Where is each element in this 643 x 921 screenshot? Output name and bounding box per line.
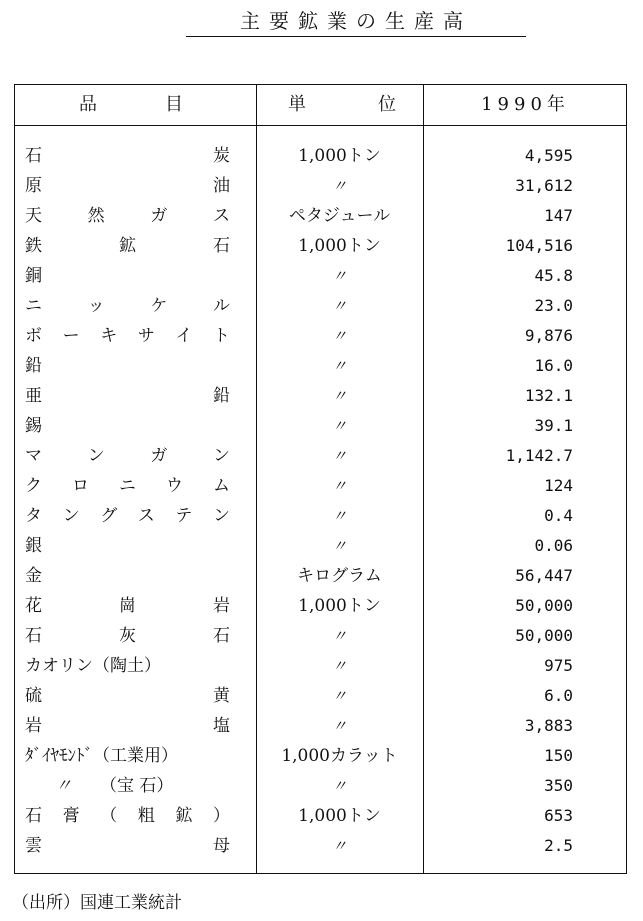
item-name-part: ム [213, 476, 230, 496]
page-title: 主要鉱業の生産高 [186, 6, 526, 37]
value-cell: 31,612 [515, 176, 573, 195]
value-cell: 1,142.7 [505, 446, 573, 465]
item-name-part: 花 [25, 596, 42, 616]
table-row [15, 411, 625, 441]
item-name [25, 171, 230, 201]
item-name-part: ン [62, 506, 80, 526]
header-item-char: 目 [165, 94, 183, 115]
unit-cell: 〃 [331, 837, 347, 855]
unit-cell: ペタジュール [288, 206, 391, 226]
item-name-part: 石 [25, 626, 42, 646]
item-name-part: ル [212, 296, 230, 316]
item-name-part: ス [137, 506, 155, 526]
value-cell: 975 [544, 656, 573, 675]
unit-cell: 〃 [331, 627, 347, 645]
value-cell: 50,000 [515, 626, 573, 645]
unit-cell: 〃 [331, 507, 347, 525]
value-cell: 16.0 [534, 356, 573, 375]
item-name-part: マ [25, 446, 42, 466]
item-name-part: ク [25, 476, 42, 496]
item-name-part: ト [212, 326, 230, 346]
item-name [25, 351, 230, 381]
unit-cell: 〃 [331, 177, 347, 195]
item-name [25, 681, 230, 711]
unit-cell: 〃 [331, 297, 347, 315]
item-name [25, 411, 230, 441]
item-name-part: 鉛 [25, 356, 42, 376]
value-cell: 104,516 [505, 236, 573, 255]
item-name-part: 膏 [62, 806, 80, 826]
item-name [25, 381, 230, 411]
table-body [15, 141, 625, 861]
item-name [25, 141, 230, 171]
value-cell: 39.1 [534, 416, 573, 435]
unit-cell: 〃 [331, 447, 347, 465]
unit-cell: 1,000カラット [281, 746, 398, 766]
item-name-part: 黄 [213, 686, 230, 706]
item-name-part: 粗 [137, 806, 155, 826]
item-name-part: キ [100, 326, 118, 346]
item-name [25, 621, 230, 651]
item-name-part: ガ [150, 206, 168, 226]
value-cell: 653 [544, 806, 573, 825]
header-item [15, 85, 256, 125]
item-name-part: 鉄 [25, 236, 42, 256]
header-divider [15, 125, 626, 126]
table-row [15, 561, 625, 591]
table-row [15, 171, 625, 201]
header-unit-char: 単 [288, 94, 306, 115]
unit-cell: 〃 [331, 687, 347, 705]
table-row [15, 741, 625, 771]
item-name-part: （ [100, 806, 118, 826]
value-cell: 23.0 [534, 296, 573, 315]
item-name [25, 321, 230, 351]
item-name-part: 岩 [25, 716, 42, 736]
source-note: （出所）国連工業統計 [12, 893, 182, 913]
item-name [25, 771, 230, 801]
item-name-part: 石 [25, 806, 42, 826]
item-name [25, 561, 230, 591]
value-cell: 0.06 [534, 536, 573, 555]
item-name-part: カオリン（陶土） [25, 656, 161, 676]
production-table [14, 84, 627, 874]
item-name [25, 801, 230, 831]
table-row [15, 831, 625, 861]
unit-cell: 〃 [331, 267, 347, 285]
unit-cell: 1,000トン [298, 596, 381, 616]
item-name-part: ﾀﾞｲﾔﾓﾝﾄﾞ（工業用） [25, 746, 178, 766]
header-year: 1990年 [481, 94, 570, 115]
item-name-part: ボ [25, 326, 42, 346]
item-name-part: 銀 [25, 536, 42, 556]
item-name-part: 天 [25, 206, 42, 226]
item-name-part: ニ [119, 476, 136, 496]
unit-cell: 〃 [331, 387, 347, 405]
item-name-part: テ [175, 506, 193, 526]
unit-cell: 〃 [331, 477, 347, 495]
table-row [15, 801, 625, 831]
item-name [25, 501, 230, 531]
table-row [15, 471, 625, 501]
table-row [15, 681, 625, 711]
item-name-part: 雲 [25, 836, 42, 856]
item-name [25, 441, 230, 471]
item-name-part: 石 [213, 236, 230, 256]
item-name-part: ロ [72, 476, 89, 496]
item-name-part: （宝 石） [100, 776, 174, 796]
item-name-part: ス [212, 206, 230, 226]
item-name-part: タ [25, 506, 42, 526]
item-name-part: イ [175, 326, 193, 346]
item-name-part: サ [137, 326, 155, 346]
item-name-part: 鉱 [119, 236, 136, 256]
unit-cell: 〃 [331, 357, 347, 375]
table-row [15, 531, 625, 561]
item-name-part: 石 [25, 146, 42, 166]
item-name-part: ガ [150, 446, 168, 466]
item-name-part: 〃 [55, 776, 72, 796]
item-name-part: 石 [213, 626, 230, 646]
item-name-part: 鉱 [175, 806, 193, 826]
item-name-part: 鉛 [213, 386, 230, 406]
value-cell: 6.0 [544, 686, 573, 705]
unit-cell: 〃 [331, 777, 347, 795]
item-name [25, 261, 230, 291]
unit-cell: 〃 [331, 657, 347, 675]
value-cell: 9,876 [524, 326, 573, 345]
header-unit [256, 85, 423, 125]
item-name-part: ウ [166, 476, 183, 496]
item-name [25, 831, 230, 861]
item-name [25, 471, 230, 501]
item-name-part: 硫 [25, 686, 42, 706]
item-name-part: 母 [213, 836, 230, 856]
item-name [25, 711, 230, 741]
header-unit-char: 位 [378, 94, 396, 115]
item-name-part: 崗 [119, 596, 136, 616]
item-name [25, 651, 230, 681]
item-name-part: 銅 [25, 266, 42, 286]
table-row [15, 501, 625, 531]
header-item-char: 品 [79, 94, 97, 115]
value-cell: 50,000 [515, 596, 573, 615]
value-cell: 132.1 [524, 386, 573, 405]
unit-cell: 〃 [331, 417, 347, 435]
table-row [15, 141, 625, 171]
item-name [25, 231, 230, 261]
table-row [15, 441, 625, 471]
item-name-part: 亜 [25, 386, 42, 406]
item-name-part: ッ [87, 296, 105, 316]
value-cell: 4,595 [524, 146, 573, 165]
item-name [25, 741, 230, 771]
item-name-part: 炭 [213, 146, 230, 166]
table-row [15, 591, 625, 621]
value-cell: 0.4 [544, 506, 573, 525]
item-name-part: ン [212, 506, 230, 526]
item-name-part: 然 [87, 206, 105, 226]
item-name-part: ン [212, 446, 230, 466]
value-cell: 56,447 [515, 566, 573, 585]
item-name [25, 531, 230, 561]
table-row [15, 771, 625, 801]
table-row [15, 711, 625, 741]
table-row [15, 651, 625, 681]
unit-cell: 〃 [331, 327, 347, 345]
value-cell: 150 [544, 746, 573, 765]
item-name-part: 塩 [213, 716, 230, 736]
value-cell: 2.5 [544, 836, 573, 855]
item-name-part: 原 [25, 176, 42, 196]
table-row [15, 381, 625, 411]
item-name-part: 金 [25, 566, 42, 586]
table-row [15, 621, 625, 651]
item-name-part: ） [212, 806, 230, 826]
item-name-part: 岩 [213, 596, 230, 616]
value-cell: 350 [544, 776, 573, 795]
value-cell: 45.8 [534, 266, 573, 285]
item-name-part: 錫 [25, 416, 42, 436]
item-name-part: ニ [25, 296, 42, 316]
item-name [25, 201, 230, 231]
table-row [15, 231, 625, 261]
table-row [15, 291, 625, 321]
unit-cell: 1,000トン [298, 236, 381, 256]
item-name [25, 291, 230, 321]
value-cell: 147 [544, 206, 573, 225]
value-cell: 124 [544, 476, 573, 495]
item-name-part: グ [100, 506, 118, 526]
item-name-part: ー [62, 326, 80, 346]
unit-cell: 1,000トン [298, 806, 381, 826]
unit-cell: 〃 [331, 537, 347, 555]
value-cell: 3,883 [524, 716, 573, 735]
unit-cell: 〃 [331, 717, 347, 735]
item-name-part: 灰 [119, 626, 136, 646]
item-name-part: 油 [213, 176, 230, 196]
unit-cell: キログラム [297, 566, 382, 586]
unit-cell: 1,000トン [298, 146, 381, 166]
table-row [15, 321, 625, 351]
table-row [15, 261, 625, 291]
table-row [15, 201, 625, 231]
item-name-part: ン [87, 446, 105, 466]
item-name-part: ケ [150, 296, 168, 316]
item-name [25, 591, 230, 621]
table-row [15, 351, 625, 381]
